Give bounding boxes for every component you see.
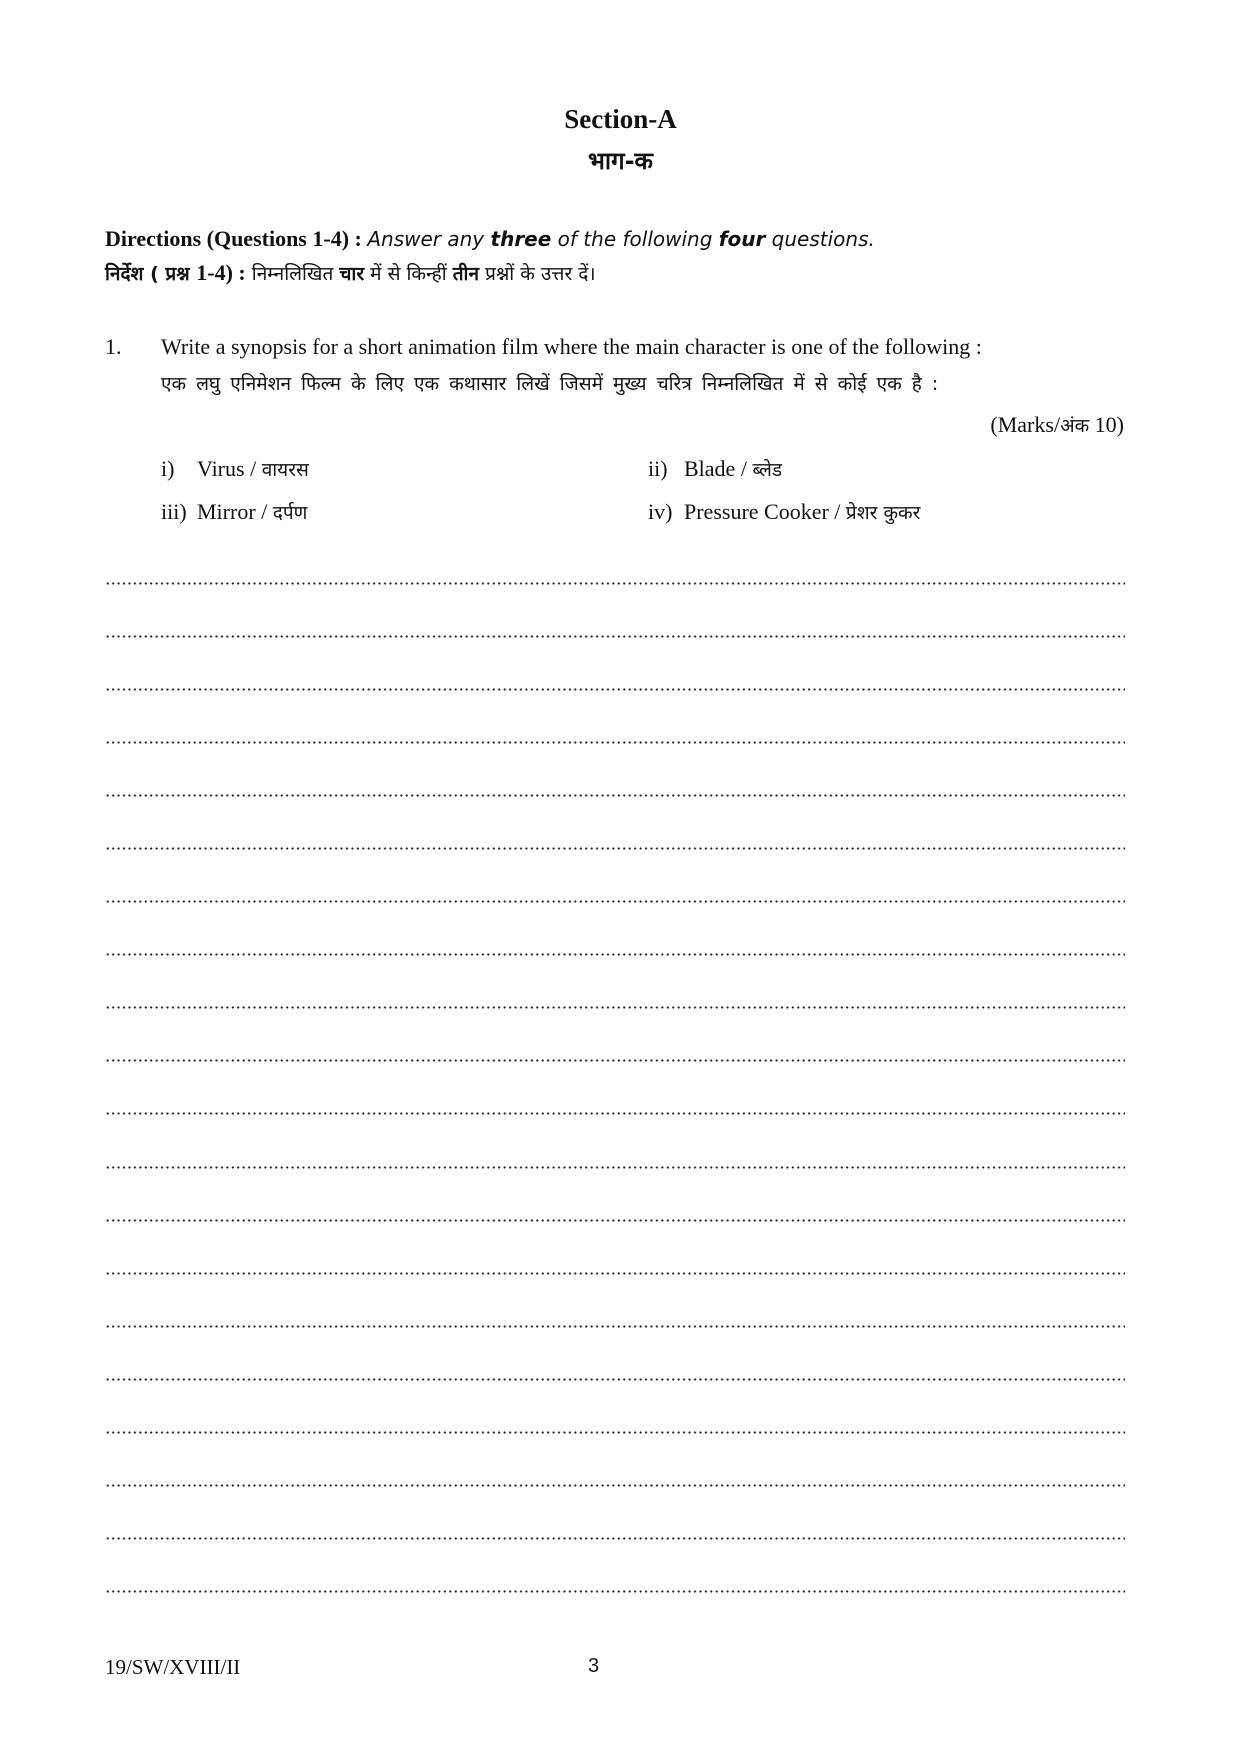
answer-line[interactable] <box>105 1484 1125 1487</box>
section-title: Section-A <box>564 104 677 134</box>
answer-line[interactable] <box>105 741 1125 744</box>
option-text-english: Blade / <box>684 456 753 481</box>
question-text-hindi: एक लघु एनिमेशन फिल्म के लिए एक कथासार लिखें जिसमें मुख्य चरित्र निम्नलिखित में से कोई एक है : <box>161 373 939 395</box>
answer-area[interactable] <box>105 582 1125 1643</box>
answer-line[interactable] <box>105 847 1125 850</box>
answer-line[interactable] <box>105 1325 1125 1328</box>
answer-line[interactable] <box>105 1219 1125 1222</box>
option-text-english: Pressure Cooker / <box>684 499 846 524</box>
marks-prefix: (Marks/ <box>990 412 1061 437</box>
answer-line[interactable] <box>105 1378 1125 1381</box>
directions-text: Answer any <box>367 227 485 251</box>
directions-instruction <box>367 227 875 251</box>
answer-line[interactable] <box>105 953 1125 956</box>
option-iv <box>648 499 920 525</box>
option-text-hindi: वायरस <box>261 459 309 481</box>
answer-line[interactable] <box>105 635 1125 638</box>
section-title-hindi: भाग-क <box>588 147 653 175</box>
option-text-hindi: ब्लेड <box>752 459 783 481</box>
directions-english <box>105 226 875 252</box>
answer-line[interactable] <box>105 582 1125 585</box>
option-iii <box>161 499 307 525</box>
option-label: ii) <box>648 456 668 481</box>
directions-hindi-text: प्रश्नों के उत्तर दें। <box>485 263 596 285</box>
directions-text: questions. <box>771 227 875 251</box>
directions-hindi-emphasis-four: चार <box>339 263 365 285</box>
answer-line[interactable] <box>105 1059 1125 1062</box>
option-ii <box>648 456 782 482</box>
answer-line[interactable] <box>105 794 1125 797</box>
option-label: iv) <box>648 499 673 524</box>
marks-hindi: अंक <box>1060 415 1090 437</box>
directions-hindi <box>105 260 596 286</box>
paper-code: 19/SW/XVIII/II <box>105 1655 241 1679</box>
option-label: iii) <box>161 499 187 524</box>
marks-value: 10) <box>1089 412 1124 437</box>
answer-line[interactable] <box>105 1537 1125 1540</box>
answer-line[interactable] <box>105 1166 1125 1169</box>
option-i <box>161 456 309 482</box>
option-text-hindi: प्रेशर कुकर <box>845 502 921 524</box>
page-number: 3 <box>588 1655 600 1677</box>
answer-line[interactable] <box>105 1272 1125 1275</box>
question-number: 1. <box>105 334 122 359</box>
directions-label-hindi-text: निर्देश ( प्रश्न <box>105 263 190 285</box>
answer-line[interactable] <box>105 1590 1125 1593</box>
option-label: i) <box>161 456 175 481</box>
answer-line[interactable] <box>105 688 1125 691</box>
directions-label-hindi <box>105 260 246 285</box>
answer-line[interactable] <box>105 1006 1125 1009</box>
directions-emphasis-three: three <box>490 227 552 251</box>
directions-label-hindi-num: 1-4) : <box>196 260 246 285</box>
question-text-english: Write a synopsis for a short animation film where the main character is one of the following : <box>161 334 982 359</box>
answer-line[interactable] <box>105 1431 1125 1434</box>
directions-label: Directions (Questions 1-4) : <box>105 226 362 251</box>
option-text-hindi: दर्पण <box>272 502 308 524</box>
directions-emphasis-four: four <box>718 227 766 251</box>
answer-line[interactable] <box>105 900 1125 903</box>
directions-hindi-text: निम्नलिखित <box>251 263 334 285</box>
answer-line[interactable] <box>105 1112 1125 1115</box>
directions-text: of the following <box>557 227 713 251</box>
directions-hindi-text: में से किन्हीं <box>370 263 447 285</box>
question-marks <box>990 412 1124 438</box>
option-text-english: Virus / <box>197 456 262 481</box>
option-text-english: Mirror / <box>197 499 273 524</box>
directions-hindi-emphasis-three: तीन <box>452 263 480 285</box>
